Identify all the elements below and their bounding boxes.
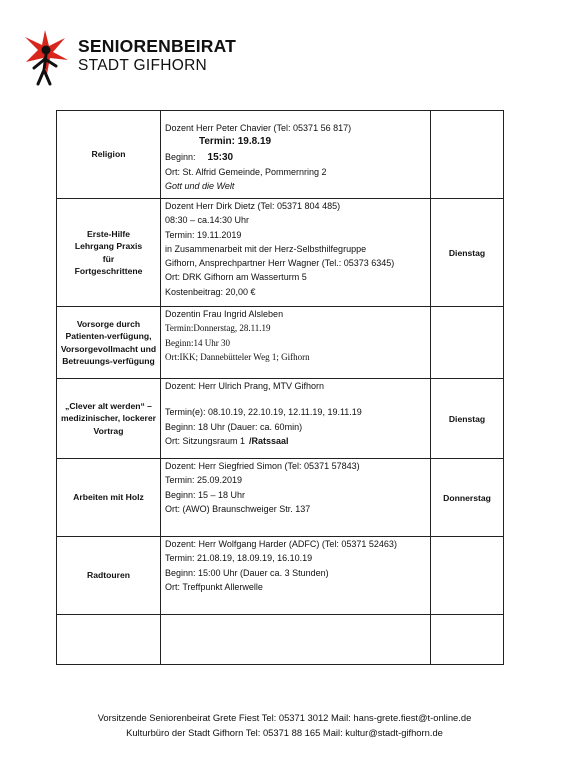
topic-cell <box>57 615 161 665</box>
day-cell: Dienstag <box>431 199 504 307</box>
topic-cell: „Clever alt werden“ – medizinischer, lockerer Vortrag <box>57 379 161 459</box>
details-cell <box>161 615 431 665</box>
day-cell <box>431 111 504 199</box>
topic-cell: Religion <box>57 111 161 199</box>
table-row-erste-hilfe <box>57 199 504 307</box>
details-cell: Dozent: Herr Siegfried Simon (Tel: 05371 57843) Termin: 25.09.2019 Beginn: 15 – 18 Uhr Ort: (AWO) Braunschweiger Str. 137 <box>161 459 431 537</box>
details-cell: Dozentin Frau Ingrid Alsleben Termin:Donnerstag, 28.11.19 Beginn:14 Uhr 30 Ort:IKK; Dannebütteler Weg 1; Gifhorn <box>161 307 431 379</box>
table-row-vorsorge <box>57 307 504 379</box>
table-row-holz <box>57 459 504 537</box>
table-row-religion <box>57 111 504 199</box>
brand-subtitle: STADT GIFHORN <box>78 57 208 74</box>
topic-cell: Erste-Hilfe Lehrgang Praxis für Fortgeschrittene <box>57 199 161 307</box>
day-cell <box>431 537 504 615</box>
footer-contact-kulturbuero: Kulturbüro der Stadt Gifhorn Tel: 05371 88 165 Mail: kultur@stadt-gifhorn.de <box>126 727 443 738</box>
topic-cell: Radtouren <box>57 537 161 615</box>
details-cell: Dozent Herr Peter Chavier (Tel: 05371 56 817) Termin: 19.8.19 Beginn: 15:30 Ort: St. Alfrid Gemeinde, Pommernring 2 Gott und die Welt <box>161 111 431 199</box>
table-row-empty <box>57 615 504 665</box>
details-cell: Dozent: Herr Ulrich Prang, MTV Gifhorn Termin(e): 08.10.19, 22.10.19, 12.11.19, 19.11.19 Beginn: 18 Uhr (Dauer: ca. 60min) Ort: Sitzungsraum 1 /Ratssaal <box>161 379 431 459</box>
details-cell: Dozent Herr Dirk Dietz (Tel: 05371 804 485) 08:30 – ca.14:30 Uhr Termin: 19.11.2019 in Zusammenarbeit mit der Herz-Selbsthilfegruppe Gifhorn, Ansprechpartner Herr Wagner (Tel.: 05373 6345) Ort: DRK Gifhorn am Wasserturm 5 Kostenbeitrag: 20,00 € <box>161 199 431 307</box>
day-cell <box>431 615 504 665</box>
day-cell: Donnerstag <box>431 459 504 537</box>
topic-cell: Vorsorge durch Patienten-verfügung, Vorsorgevollmacht und Betreuungs-verfügung <box>57 307 161 379</box>
day-cell <box>431 307 504 379</box>
topic-cell: Arbeiten mit Holz <box>57 459 161 537</box>
program-table <box>56 110 504 665</box>
brand-title: SENIORENBEIRAT <box>78 36 237 56</box>
details-cell: Dozent: Herr Wolfgang Harder (ADFC) (Tel: 05371 52463) Termin: 21.08.19, 18.09.19, 16.10.19 Beginn: 15:00 Uhr (Dauer ca. 3 Stunden) Ort: Treffpunkt Allerwelle <box>161 537 431 615</box>
seniorenbeirat-logo <box>20 28 70 86</box>
table-row-radtouren <box>57 537 504 615</box>
table-row-clever-alt <box>57 379 504 459</box>
day-cell: Dienstag <box>431 379 504 459</box>
footer-contact-chair: Vorsitzende Seniorenbeirat Grete Fiest Tel: 05371 3012 Mail: hans-grete.fiest@t-online.de <box>97 712 472 723</box>
